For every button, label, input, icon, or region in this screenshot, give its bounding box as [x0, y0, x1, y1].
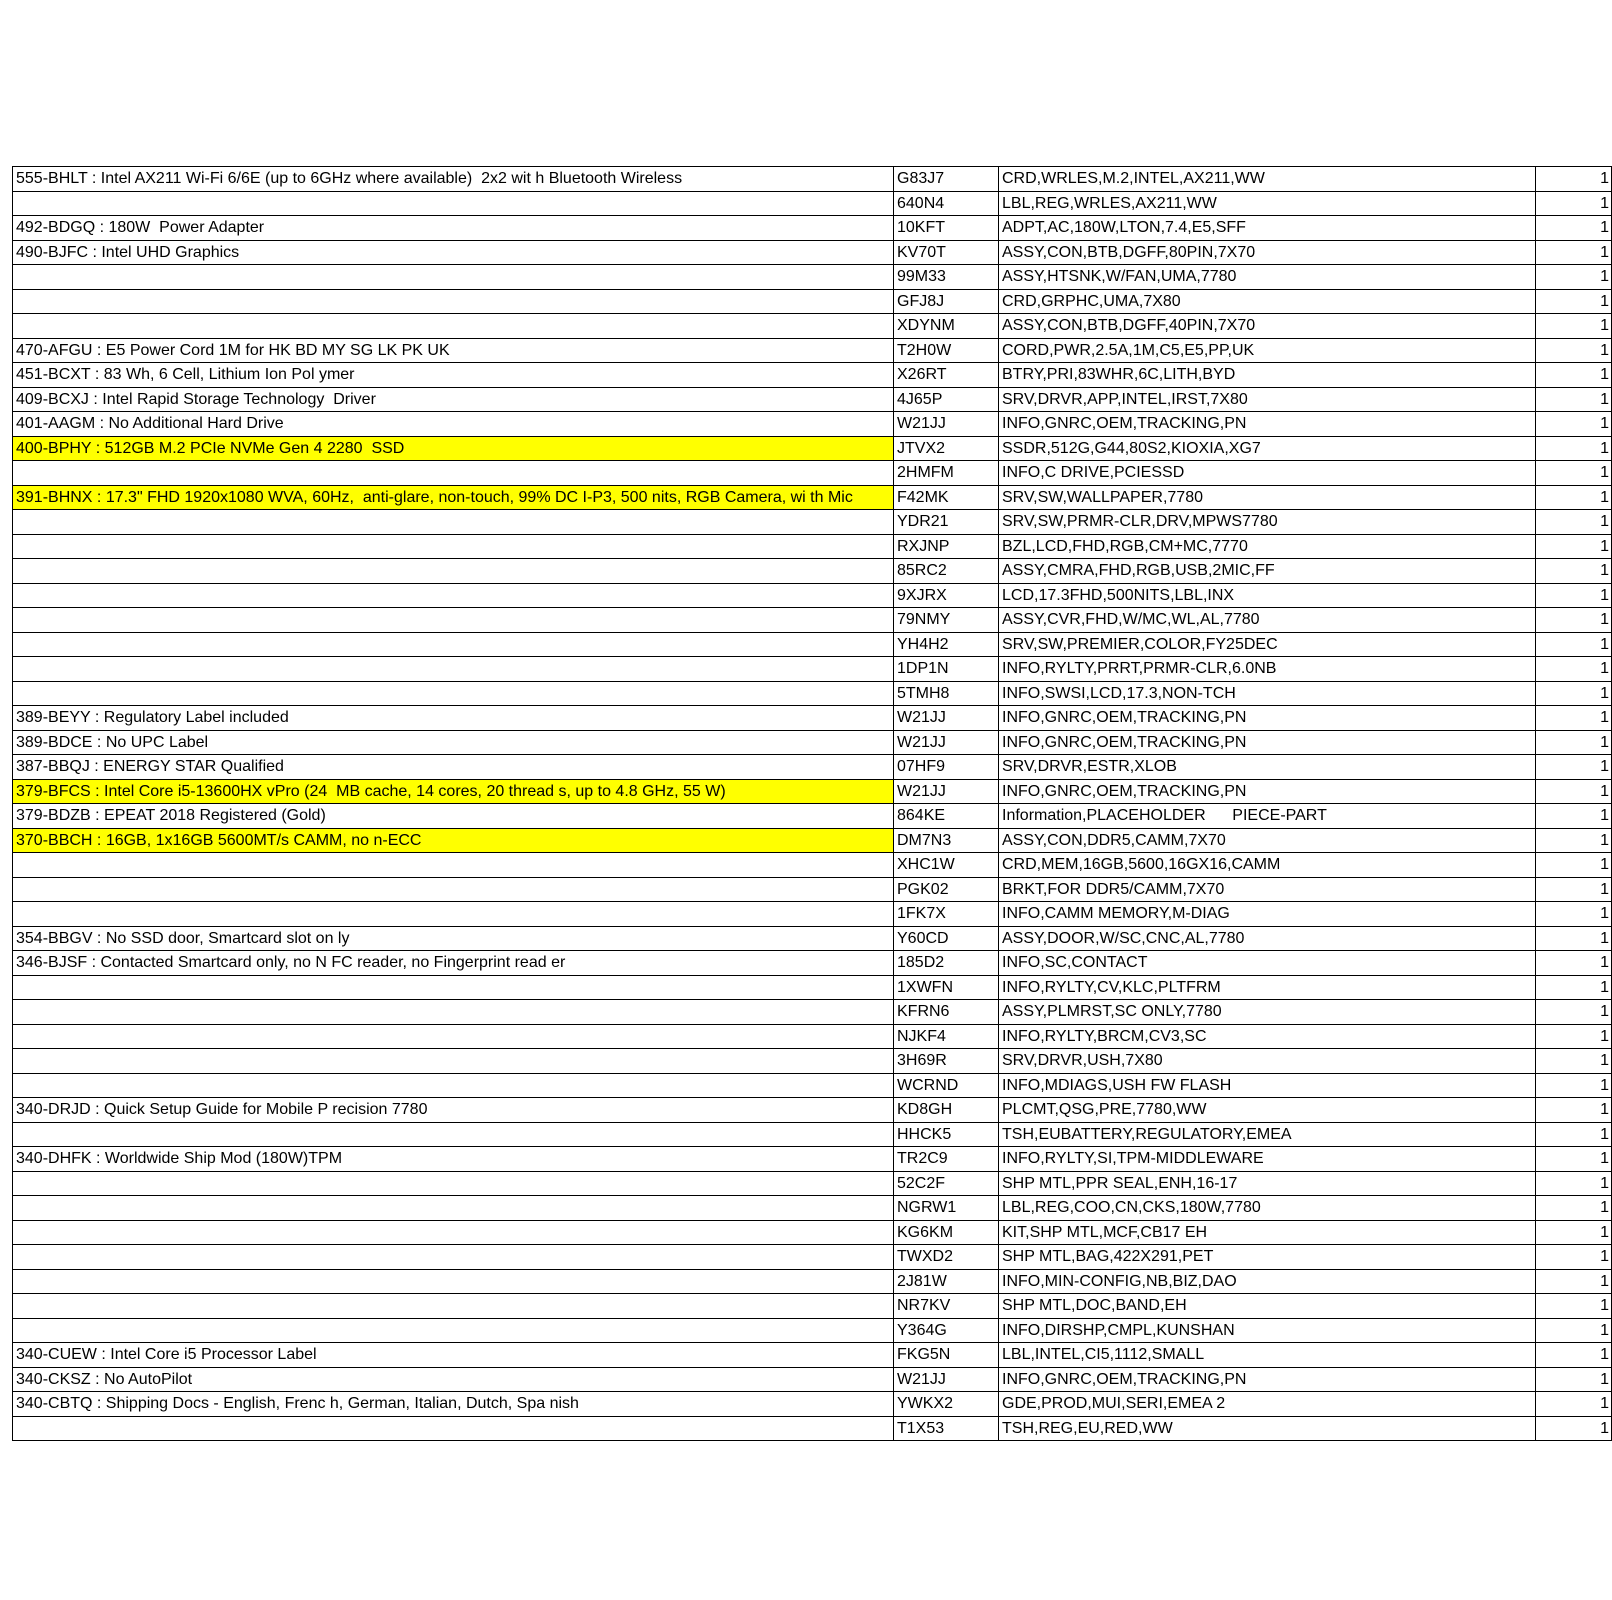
table-row [13, 877, 1612, 902]
part-name-cell: INFO,GNRC,OEM,TRACKING,PN [999, 779, 1536, 804]
part-name-cell: INFO,GNRC,OEM,TRACKING,PN [999, 412, 1536, 437]
part-name-cell: ASSY,CVR,FHD,W/MC,WL,AL,7780 [999, 608, 1536, 633]
quantity-cell: 1 [1536, 1367, 1612, 1392]
quantity-cell: 1 [1536, 681, 1612, 706]
part-number-cell: PGK02 [894, 877, 999, 902]
part-name-cell: INFO,GNRC,OEM,TRACKING,PN [999, 1367, 1536, 1392]
quantity-cell: 1 [1536, 1318, 1612, 1343]
quantity-cell: 1 [1536, 510, 1612, 535]
option-description-cell [13, 1171, 894, 1196]
option-description-cell [13, 632, 894, 657]
option-description-cell [13, 534, 894, 559]
part-number-cell: 9XJRX [894, 583, 999, 608]
part-number-cell: KD8GH [894, 1098, 999, 1123]
part-name-cell: BTRY,PRI,83WHR,6C,LITH,BYD [999, 363, 1536, 388]
quantity-cell: 1 [1536, 657, 1612, 682]
part-number-cell: T2H0W [894, 338, 999, 363]
part-number-cell: GFJ8J [894, 289, 999, 314]
part-number-cell: W21JJ [894, 706, 999, 731]
option-description-cell: 340-CBTQ : Shipping Docs - English, Frenc h, German, Italian, Dutch, Spa nish [13, 1392, 894, 1417]
part-name-cell: SSDR,512G,G44,80S2,KIOXIA,XG7 [999, 436, 1536, 461]
part-name-cell: SRV,SW,PREMIER,COLOR,FY25DEC [999, 632, 1536, 657]
table-row [13, 1073, 1612, 1098]
table-row [13, 1416, 1612, 1441]
option-description-cell [13, 1000, 894, 1025]
quantity-cell: 1 [1536, 412, 1612, 437]
quantity-cell: 1 [1536, 1073, 1612, 1098]
quantity-cell: 1 [1536, 1171, 1612, 1196]
option-description-cell: 470-AFGU : E5 Power Cord 1M for HK BD MY SG LK PK UK [13, 338, 894, 363]
part-number-cell: TR2C9 [894, 1147, 999, 1172]
option-description-cell [13, 1245, 894, 1270]
part-name-cell: INFO,MDIAGS,USH FW FLASH [999, 1073, 1536, 1098]
quantity-cell: 1 [1536, 902, 1612, 927]
quantity-cell: 1 [1536, 363, 1612, 388]
part-name-cell: Information,PLACEHOLDER PIECE-PART [999, 804, 1536, 829]
part-number-cell: XDYNM [894, 314, 999, 339]
option-description-cell [13, 1294, 894, 1319]
table-row [13, 289, 1612, 314]
part-name-cell: SRV,SW,PRMR-CLR,DRV,MPWS7780 [999, 510, 1536, 535]
part-number-cell: KFRN6 [894, 1000, 999, 1025]
table-row [13, 461, 1612, 486]
part-name-cell: LCD,17.3FHD,500NITS,LBL,INX [999, 583, 1536, 608]
part-number-cell: NGRW1 [894, 1196, 999, 1221]
option-description-cell: 370-BBCH : 16GB, 1x16GB 5600MT/s CAMM, no n-ECC [13, 828, 894, 853]
table-row [13, 1147, 1612, 1172]
table-row [13, 632, 1612, 657]
part-number-cell: W21JJ [894, 1367, 999, 1392]
part-name-cell: INFO,SC,CONTACT [999, 951, 1536, 976]
table-row [13, 1269, 1612, 1294]
table-row [13, 1024, 1612, 1049]
part-number-cell: T1X53 [894, 1416, 999, 1441]
table-row [13, 314, 1612, 339]
option-description-cell: 401-AAGM : No Additional Hard Drive [13, 412, 894, 437]
option-description-cell [13, 902, 894, 927]
part-number-cell: WCRND [894, 1073, 999, 1098]
table-row [13, 216, 1612, 241]
option-description-cell: 389-BDCE : No UPC Label [13, 730, 894, 755]
part-name-cell: INFO,MIN-CONFIG,NB,BIZ,DAO [999, 1269, 1536, 1294]
table-row [13, 167, 1612, 192]
part-name-cell: SRV,DRVR,USH,7X80 [999, 1049, 1536, 1074]
part-number-cell: W21JJ [894, 779, 999, 804]
table-row [13, 583, 1612, 608]
quantity-cell: 1 [1536, 1416, 1612, 1441]
part-number-cell: 5TMH8 [894, 681, 999, 706]
part-name-cell: SHP MTL,BAG,422X291,PET [999, 1245, 1536, 1270]
table-row [13, 534, 1612, 559]
option-description-cell: 379-BFCS : Intel Core i5-13600HX vPro (24 MB cache, 14 cores, 20 thread s, up to 4.8 GHz, 55 W) [13, 779, 894, 804]
table-row [13, 975, 1612, 1000]
part-number-cell: 79NMY [894, 608, 999, 633]
quantity-cell: 1 [1536, 216, 1612, 241]
option-description-cell: 340-DHFK : Worldwide Ship Mod (180W)TPM [13, 1147, 894, 1172]
quantity-cell: 1 [1536, 338, 1612, 363]
table-row [13, 412, 1612, 437]
table-row [13, 510, 1612, 535]
table-row [13, 1196, 1612, 1221]
option-description-cell [13, 559, 894, 584]
part-name-cell: INFO,CAMM MEMORY,M-DIAG [999, 902, 1536, 927]
table-row [13, 681, 1612, 706]
option-description-cell [13, 1318, 894, 1343]
part-number-cell: HHCK5 [894, 1122, 999, 1147]
quantity-cell: 1 [1536, 485, 1612, 510]
part-name-cell: INFO,SWSI,LCD,17.3,NON-TCH [999, 681, 1536, 706]
part-number-cell: 85RC2 [894, 559, 999, 584]
option-description-cell [13, 608, 894, 633]
quantity-cell: 1 [1536, 1147, 1612, 1172]
option-description-cell: 409-BCXJ : Intel Rapid Storage Technology Driver [13, 387, 894, 412]
part-name-cell: ASSY,CON,BTB,DGFF,40PIN,7X70 [999, 314, 1536, 339]
table-row [13, 559, 1612, 584]
part-number-cell: FKG5N [894, 1343, 999, 1368]
option-description-cell [13, 1220, 894, 1245]
option-description-cell [13, 1416, 894, 1441]
part-name-cell: PLCMT,QSG,PRE,7780,WW [999, 1098, 1536, 1123]
option-description-cell: 340-CKSZ : No AutoPilot [13, 1367, 894, 1392]
table-row [13, 853, 1612, 878]
quantity-cell: 1 [1536, 632, 1612, 657]
table-row [13, 1343, 1612, 1368]
option-description-cell [13, 191, 894, 216]
part-name-cell: LBL,INTEL,CI5,1112,SMALL [999, 1343, 1536, 1368]
option-description-cell [13, 657, 894, 682]
quantity-cell: 1 [1536, 1024, 1612, 1049]
quantity-cell: 1 [1536, 1343, 1612, 1368]
part-number-cell: 185D2 [894, 951, 999, 976]
table-row [13, 363, 1612, 388]
part-number-cell: F42MK [894, 485, 999, 510]
part-number-cell: YWKX2 [894, 1392, 999, 1417]
part-name-cell: ASSY,CON,DDR5,CAMM,7X70 [999, 828, 1536, 853]
table-row [13, 706, 1612, 731]
part-number-cell: KV70T [894, 240, 999, 265]
part-number-cell: 1FK7X [894, 902, 999, 927]
part-name-cell: INFO,GNRC,OEM,TRACKING,PN [999, 730, 1536, 755]
option-description-cell: 400-BPHY : 512GB M.2 PCIe NVMe Gen 4 2280 SSD [13, 436, 894, 461]
part-number-cell: W21JJ [894, 730, 999, 755]
table-row [13, 1392, 1612, 1417]
table-row [13, 1367, 1612, 1392]
table-row [13, 779, 1612, 804]
part-number-cell: NJKF4 [894, 1024, 999, 1049]
quantity-cell: 1 [1536, 314, 1612, 339]
table-row [13, 1122, 1612, 1147]
quantity-cell: 1 [1536, 436, 1612, 461]
quantity-cell: 1 [1536, 779, 1612, 804]
part-number-cell: 1XWFN [894, 975, 999, 1000]
table-row [13, 730, 1612, 755]
quantity-cell: 1 [1536, 240, 1612, 265]
quantity-cell: 1 [1536, 755, 1612, 780]
part-number-cell: 864KE [894, 804, 999, 829]
option-description-cell [13, 265, 894, 290]
table-row [13, 608, 1612, 633]
quantity-cell: 1 [1536, 1269, 1612, 1294]
part-name-cell: INFO,C DRIVE,PCIESSD [999, 461, 1536, 486]
quantity-cell: 1 [1536, 853, 1612, 878]
quantity-cell: 1 [1536, 559, 1612, 584]
quantity-cell: 1 [1536, 1196, 1612, 1221]
part-name-cell: GDE,PROD,MUI,SERI,EMEA 2 [999, 1392, 1536, 1417]
option-description-cell [13, 510, 894, 535]
table-row [13, 1171, 1612, 1196]
table-row [13, 1098, 1612, 1123]
part-number-cell: 2HMFM [894, 461, 999, 486]
table-row [13, 657, 1612, 682]
table-row [13, 240, 1612, 265]
part-number-cell: W21JJ [894, 412, 999, 437]
part-number-cell: 2J81W [894, 1269, 999, 1294]
quantity-cell: 1 [1536, 583, 1612, 608]
table-row [13, 755, 1612, 780]
part-number-cell: KG6KM [894, 1220, 999, 1245]
table-row [13, 804, 1612, 829]
part-number-cell: 640N4 [894, 191, 999, 216]
part-number-cell: 4J65P [894, 387, 999, 412]
quantity-cell: 1 [1536, 706, 1612, 731]
part-number-cell: TWXD2 [894, 1245, 999, 1270]
option-description-cell: 354-BBGV : No SSD door, Smartcard slot on ly [13, 926, 894, 951]
part-number-cell: G83J7 [894, 167, 999, 192]
quantity-cell: 1 [1536, 1294, 1612, 1319]
quantity-cell: 1 [1536, 926, 1612, 951]
table-row [13, 265, 1612, 290]
table-row [13, 191, 1612, 216]
part-number-cell: XHC1W [894, 853, 999, 878]
table-row [13, 338, 1612, 363]
part-number-cell: JTVX2 [894, 436, 999, 461]
part-name-cell: ADPT,AC,180W,LTON,7.4,E5,SFF [999, 216, 1536, 241]
quantity-cell: 1 [1536, 951, 1612, 976]
option-description-cell [13, 583, 894, 608]
part-name-cell: KIT,SHP MTL,MCF,CB17 EH [999, 1220, 1536, 1245]
quantity-cell: 1 [1536, 289, 1612, 314]
part-name-cell: INFO,GNRC,OEM,TRACKING,PN [999, 706, 1536, 731]
option-description-cell [13, 1073, 894, 1098]
quantity-cell: 1 [1536, 877, 1612, 902]
part-name-cell: INFO,RYLTY,CV,KLC,PLTFRM [999, 975, 1536, 1000]
option-description-cell: 391-BHNX : 17.3" FHD 1920x1080 WVA, 60Hz, anti-glare, non-touch, 99% DC I-P3, 500 nits, RGB Camera, wi th Mic [13, 485, 894, 510]
part-name-cell: ASSY,CON,BTB,DGFF,80PIN,7X70 [999, 240, 1536, 265]
quantity-cell: 1 [1536, 1098, 1612, 1123]
quantity-cell: 1 [1536, 265, 1612, 290]
part-number-cell: 52C2F [894, 1171, 999, 1196]
table-row [13, 1294, 1612, 1319]
table-row [13, 485, 1612, 510]
part-number-cell: DM7N3 [894, 828, 999, 853]
quantity-cell: 1 [1536, 828, 1612, 853]
part-number-cell: YDR21 [894, 510, 999, 535]
part-name-cell: SRV,DRVR,APP,INTEL,IRST,7X80 [999, 387, 1536, 412]
option-description-cell [13, 877, 894, 902]
part-name-cell: TSH,REG,EU,RED,WW [999, 1416, 1536, 1441]
table-row [13, 387, 1612, 412]
option-description-cell: 346-BJSF : Contacted Smartcard only, no N FC reader, no Fingerprint read er [13, 951, 894, 976]
table-row [13, 902, 1612, 927]
option-description-cell [13, 975, 894, 1000]
table-row [13, 1000, 1612, 1025]
part-name-cell: ASSY,DOOR,W/SC,CNC,AL,7780 [999, 926, 1536, 951]
quantity-cell: 1 [1536, 1245, 1612, 1270]
option-description-cell [13, 1049, 894, 1074]
option-description-cell: 492-BDGQ : 180W Power Adapter [13, 216, 894, 241]
quantity-cell: 1 [1536, 975, 1612, 1000]
option-description-cell: 340-CUEW : Intel Core i5 Processor Label [13, 1343, 894, 1368]
table-row [13, 1049, 1612, 1074]
part-name-cell: TSH,EUBATTERY,REGULATORY,EMEA [999, 1122, 1536, 1147]
quantity-cell: 1 [1536, 387, 1612, 412]
quantity-cell: 1 [1536, 1122, 1612, 1147]
option-description-cell [13, 1269, 894, 1294]
quantity-cell: 1 [1536, 461, 1612, 486]
quantity-cell: 1 [1536, 1000, 1612, 1025]
part-number-cell: Y60CD [894, 926, 999, 951]
option-description-cell: 379-BDZB : EPEAT 2018 Registered (Gold) [13, 804, 894, 829]
table-row [13, 436, 1612, 461]
parts-list-table [12, 166, 1612, 1441]
option-description-cell [13, 314, 894, 339]
quantity-cell: 1 [1536, 191, 1612, 216]
part-name-cell: INFO,DIRSHP,CMPL,KUNSHAN [999, 1318, 1536, 1343]
part-number-cell: RXJNP [894, 534, 999, 559]
part-name-cell: BZL,LCD,FHD,RGB,CM+MC,7770 [999, 534, 1536, 559]
option-description-cell: 555-BHLT : Intel AX211 Wi-Fi 6/6E (up to 6GHz where available) 2x2 wit h Bluetooth Wireless [13, 167, 894, 192]
part-name-cell: BRKT,FOR DDR5/CAMM,7X70 [999, 877, 1536, 902]
option-description-cell [13, 461, 894, 486]
part-number-cell: Y364G [894, 1318, 999, 1343]
part-name-cell: INFO,RYLTY,PRRT,PRMR-CLR,6.0NB [999, 657, 1536, 682]
part-name-cell: SHP MTL,DOC,BAND,EH [999, 1294, 1536, 1319]
quantity-cell: 1 [1536, 1049, 1612, 1074]
table-row [13, 926, 1612, 951]
part-name-cell: CRD,GRPHC,UMA,7X80 [999, 289, 1536, 314]
part-name-cell: ASSY,CMRA,FHD,RGB,USB,2MIC,FF [999, 559, 1536, 584]
option-description-cell [13, 1122, 894, 1147]
table-row [13, 1245, 1612, 1270]
part-name-cell: INFO,RYLTY,SI,TPM-MIDDLEWARE [999, 1147, 1536, 1172]
option-description-cell [13, 289, 894, 314]
option-description-cell: 340-DRJD : Quick Setup Guide for Mobile P recision 7780 [13, 1098, 894, 1123]
option-description-cell [13, 681, 894, 706]
part-number-cell: 10KFT [894, 216, 999, 241]
table-row [13, 951, 1612, 976]
quantity-cell: 1 [1536, 1220, 1612, 1245]
part-name-cell: ASSY,PLMRST,SC ONLY,7780 [999, 1000, 1536, 1025]
part-name-cell: CRD,MEM,16GB,5600,16GX16,CAMM [999, 853, 1536, 878]
quantity-cell: 1 [1536, 804, 1612, 829]
option-description-cell: 490-BJFC : Intel UHD Graphics [13, 240, 894, 265]
part-number-cell: 1DP1N [894, 657, 999, 682]
option-description-cell: 387-BBQJ : ENERGY STAR Qualified [13, 755, 894, 780]
part-name-cell: LBL,REG,COO,CN,CKS,180W,7780 [999, 1196, 1536, 1221]
part-number-cell: X26RT [894, 363, 999, 388]
part-name-cell: CRD,WRLES,M.2,INTEL,AX211,WW [999, 167, 1536, 192]
quantity-cell: 1 [1536, 730, 1612, 755]
part-name-cell: LBL,REG,WRLES,AX211,WW [999, 191, 1536, 216]
table-row [13, 1318, 1612, 1343]
part-number-cell: NR7KV [894, 1294, 999, 1319]
option-description-cell [13, 853, 894, 878]
part-name-cell: ASSY,HTSNK,W/FAN,UMA,7780 [999, 265, 1536, 290]
option-description-cell: 389-BEYY : Regulatory Label included [13, 706, 894, 731]
quantity-cell: 1 [1536, 1392, 1612, 1417]
part-number-cell: 07HF9 [894, 755, 999, 780]
quantity-cell: 1 [1536, 608, 1612, 633]
table-row [13, 828, 1612, 853]
option-description-cell [13, 1196, 894, 1221]
option-description-cell: 451-BCXT : 83 Wh, 6 Cell, Lithium Ion Pol ymer [13, 363, 894, 388]
part-name-cell: SRV,SW,WALLPAPER,7780 [999, 485, 1536, 510]
part-name-cell: SHP MTL,PPR SEAL,ENH,16-17 [999, 1171, 1536, 1196]
parts-list-body [13, 167, 1612, 1441]
part-name-cell: CORD,PWR,2.5A,1M,C5,E5,PP,UK [999, 338, 1536, 363]
part-name-cell: SRV,DRVR,ESTR,XLOB [999, 755, 1536, 780]
part-number-cell: YH4H2 [894, 632, 999, 657]
option-description-cell [13, 1024, 894, 1049]
table-row [13, 1220, 1612, 1245]
quantity-cell: 1 [1536, 534, 1612, 559]
part-number-cell: 3H69R [894, 1049, 999, 1074]
quantity-cell: 1 [1536, 167, 1612, 192]
part-name-cell: INFO,RYLTY,BRCM,CV3,SC [999, 1024, 1536, 1049]
part-number-cell: 99M33 [894, 265, 999, 290]
